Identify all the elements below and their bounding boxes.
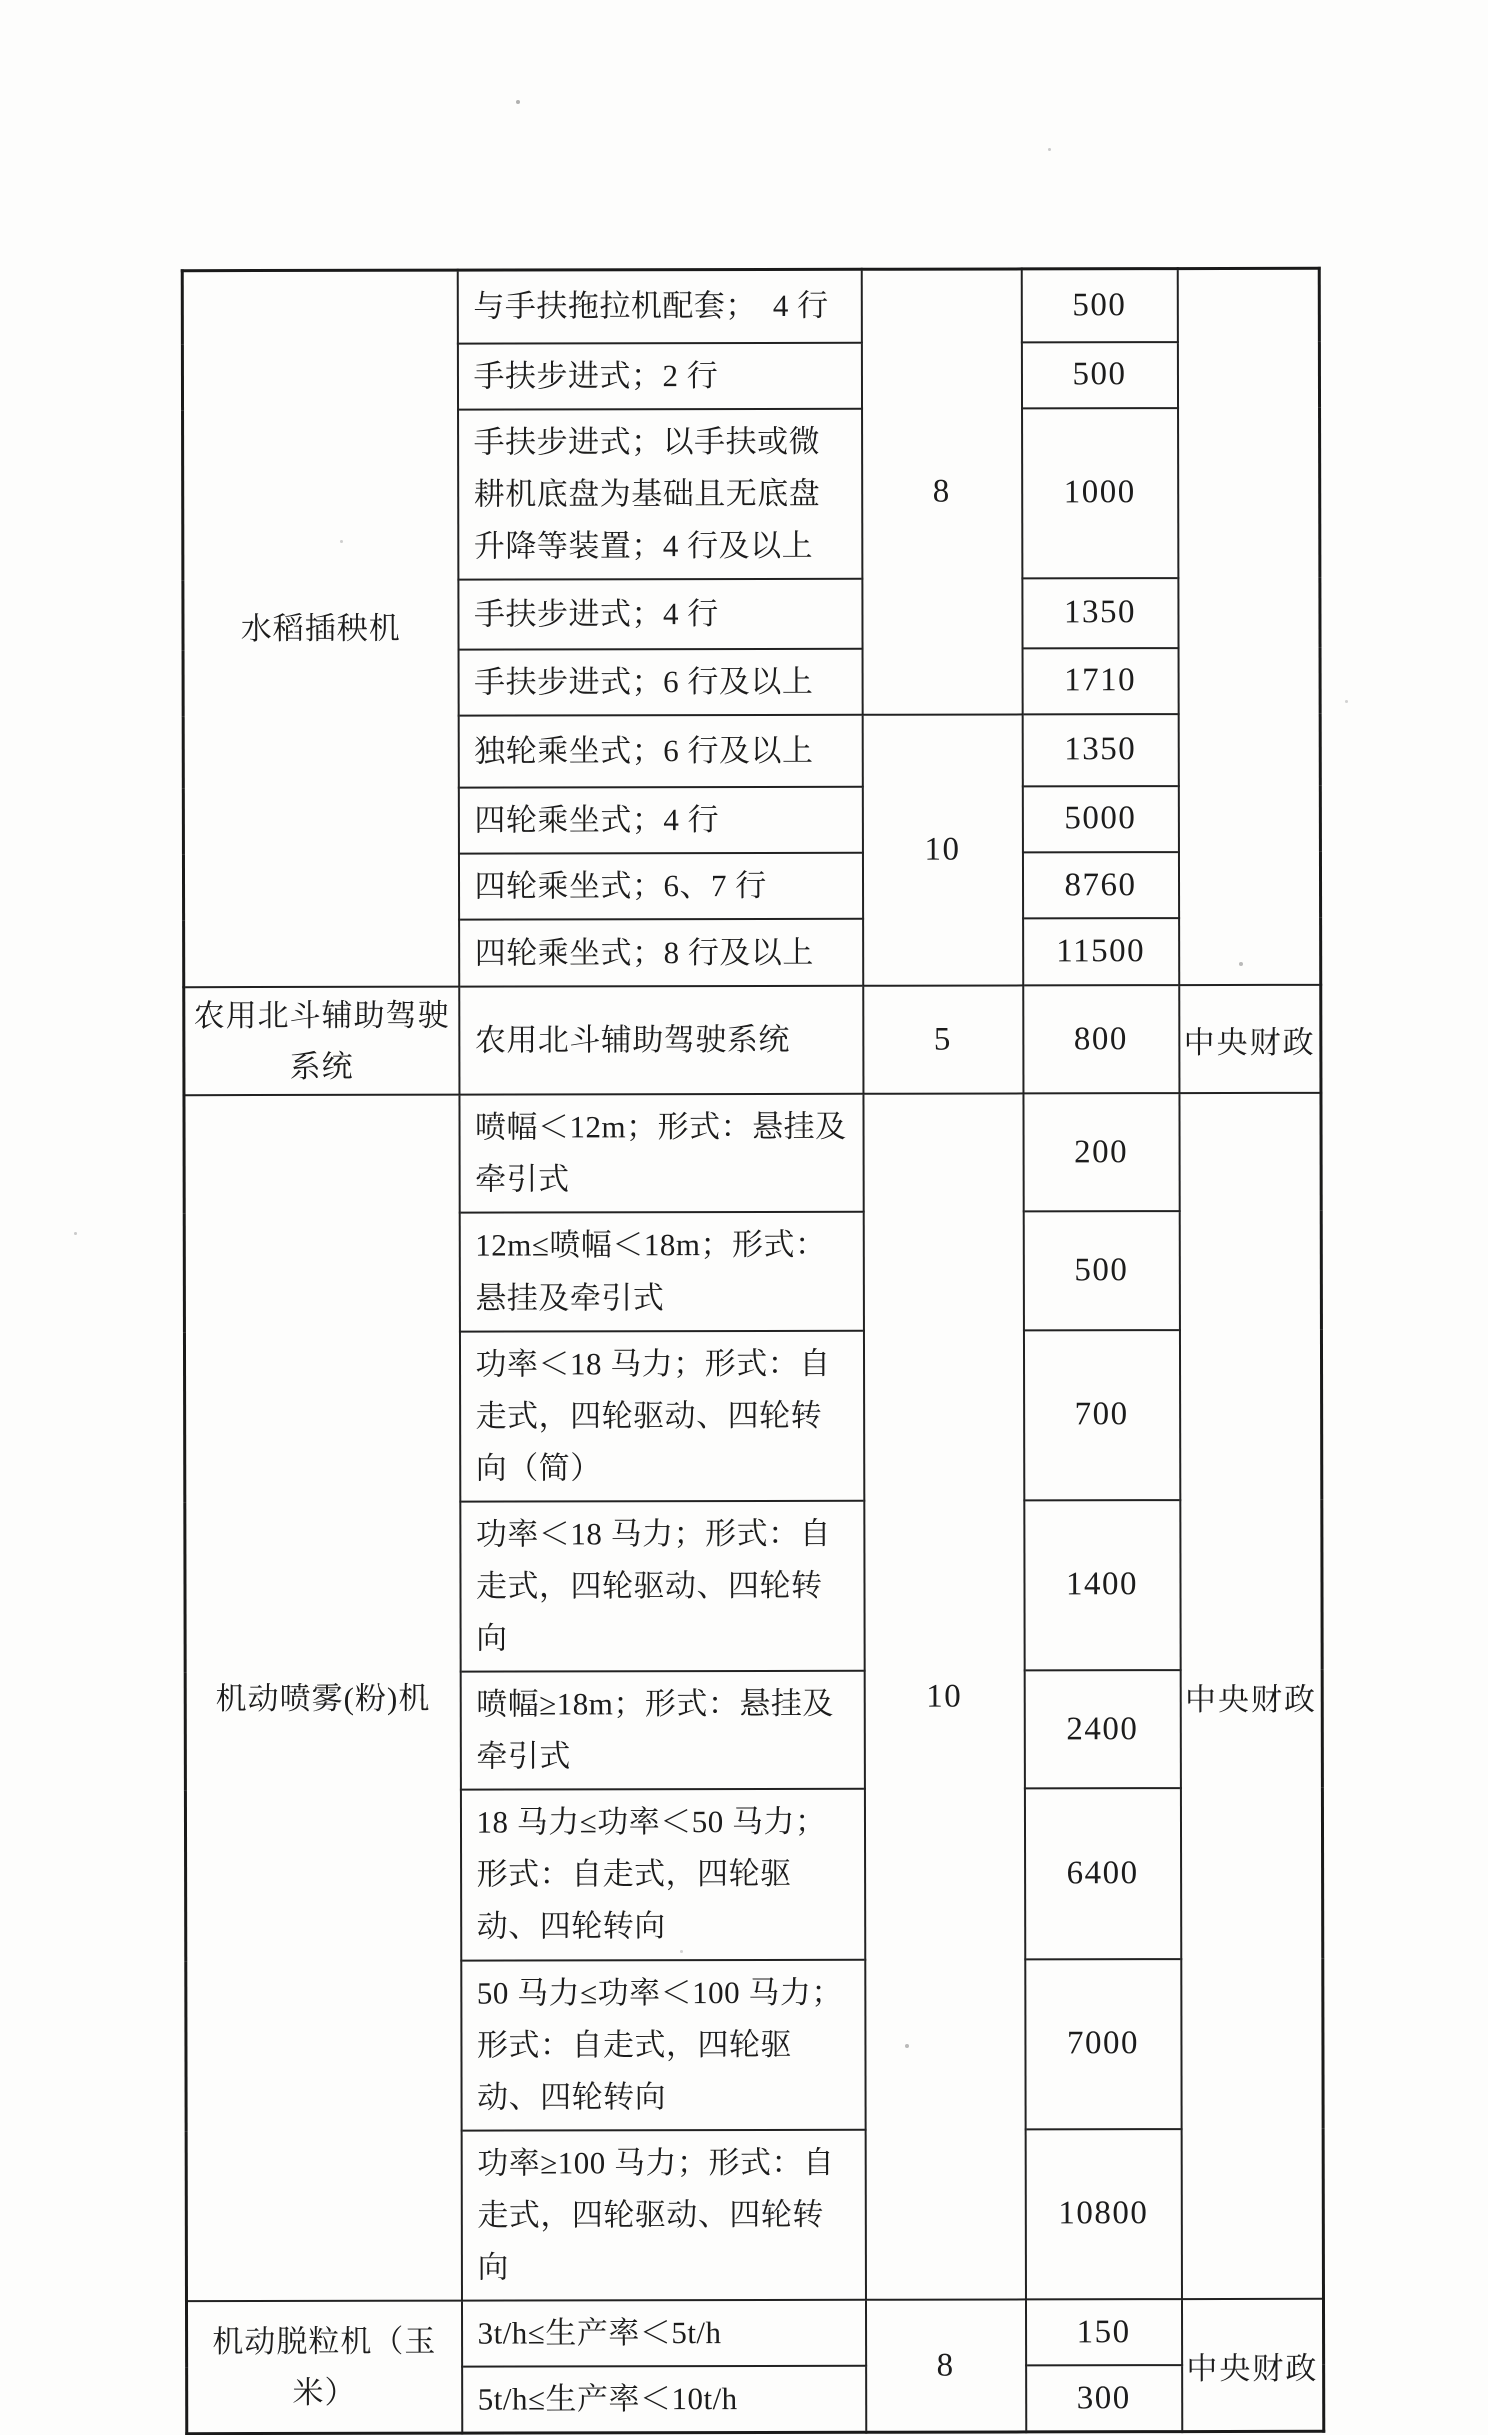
spec-cell: 农用北斗辅助驾驶系统 xyxy=(459,986,863,1095)
subsidy-cell: 300 xyxy=(1026,2365,1182,2432)
rate-cell: 5 xyxy=(863,985,1023,1094)
spec-cell: 手扶步进式；6 行及以上 xyxy=(458,649,862,716)
spec-cell: 手扶步进式；2 行 xyxy=(457,342,861,409)
spec-cell: 喷幅＜12m；形式：悬挂及牵引式 xyxy=(459,1094,863,1213)
category-cell: 机动喷雾(粉)机 xyxy=(184,1095,462,2301)
funding-cell: 中央财政 xyxy=(1179,1093,1324,2299)
spec-cell: 18 马力≤功率＜50 马力；形式：自走式，四轮驱动、四轮转向 xyxy=(460,1789,864,1960)
subsidy-cell: 500 xyxy=(1021,342,1177,408)
spec-cell: 四轮乘坐式；4 行 xyxy=(458,787,862,854)
table-row xyxy=(184,985,1321,1096)
spec-cell: 功率≥100 马力；形式：自走式，四轮驱动、四轮转向 xyxy=(461,2130,865,2301)
rate-cell: 10 xyxy=(863,1094,1026,2300)
spec-cell: 3t/h≤生产率＜5t/h xyxy=(461,2300,865,2367)
spec-cell: 四轮乘坐式；8 行及以上 xyxy=(459,919,863,987)
subsidy-cell: 200 xyxy=(1023,1093,1179,1211)
funding-cell: 中央财政 xyxy=(1179,985,1321,1094)
spec-cell: 与手扶拖拉机配套； 4 行 xyxy=(457,269,861,343)
subsidy-cell: 1000 xyxy=(1022,408,1178,579)
category-cell: 水稻插秧机 xyxy=(182,270,459,987)
subsidy-cell: 500 xyxy=(1023,1212,1179,1330)
rate-cell: 8 xyxy=(865,2299,1025,2432)
subsidy-cell: 1710 xyxy=(1022,648,1178,714)
rate-cell: 10 xyxy=(862,714,1023,985)
subsidy-cell: 150 xyxy=(1025,2299,1181,2365)
subsidy-cell: 7000 xyxy=(1025,1959,1181,2130)
funding-cell xyxy=(1177,268,1321,985)
spec-cell: 手扶步进式；以手扶或微耕机底盘为基础且无底盘升降等装置；4 行及以上 xyxy=(458,408,862,579)
subsidy-table xyxy=(181,267,1326,2435)
rate-cell: 8 xyxy=(861,269,1022,715)
subsidy-cell: 500 xyxy=(1021,269,1177,342)
subsidy-cell: 800 xyxy=(1023,985,1179,1094)
table-row xyxy=(186,2299,1323,2367)
spec-cell: 手扶步进式；4 行 xyxy=(458,579,862,650)
subsidy-cell: 8760 xyxy=(1022,852,1178,918)
subsidy-cell: 11500 xyxy=(1023,918,1179,985)
spec-cell: 四轮乘坐式；6、7 行 xyxy=(458,853,862,920)
subsidy-cell: 10800 xyxy=(1025,2129,1181,2300)
spec-cell: 喷幅≥18m；形式：悬挂及牵引式 xyxy=(460,1671,864,1790)
category-cell: 农用北斗辅助驾驶系统 xyxy=(184,987,459,1096)
subsidy-cell: 700 xyxy=(1023,1330,1179,1501)
subsidy-cell: 2400 xyxy=(1024,1670,1180,1788)
subsidy-cell: 6400 xyxy=(1024,1788,1180,1959)
subsidy-cell: 1350 xyxy=(1022,578,1178,648)
spec-cell: 50 马力≤功率＜100 马力；形式：自走式，四轮驱动、四轮转向 xyxy=(461,1959,865,2130)
spec-cell: 功率＜18 马力；形式：自走式，四轮驱动、四轮转向 xyxy=(460,1501,864,1672)
spec-cell: 12m≤喷幅＜18m；形式：悬挂及牵引式 xyxy=(459,1212,863,1331)
funding-cell: 中央财政 xyxy=(1181,2299,1323,2432)
spec-cell: 功率＜18 马力；形式：自走式，四轮驱动、四轮转向（简） xyxy=(459,1330,863,1501)
subsidy-cell: 1350 xyxy=(1022,714,1178,786)
table-row xyxy=(182,268,1319,343)
subsidy-cell: 5000 xyxy=(1022,786,1178,852)
table-row xyxy=(184,1093,1321,1214)
category-cell: 机动脱粒机（玉米） xyxy=(186,2301,461,2434)
spec-cell: 独轮乘坐式；6 行及以上 xyxy=(458,715,862,788)
spec-cell: 5t/h≤生产率＜10t/h xyxy=(462,2366,866,2433)
subsidy-cell: 1400 xyxy=(1024,1500,1180,1671)
